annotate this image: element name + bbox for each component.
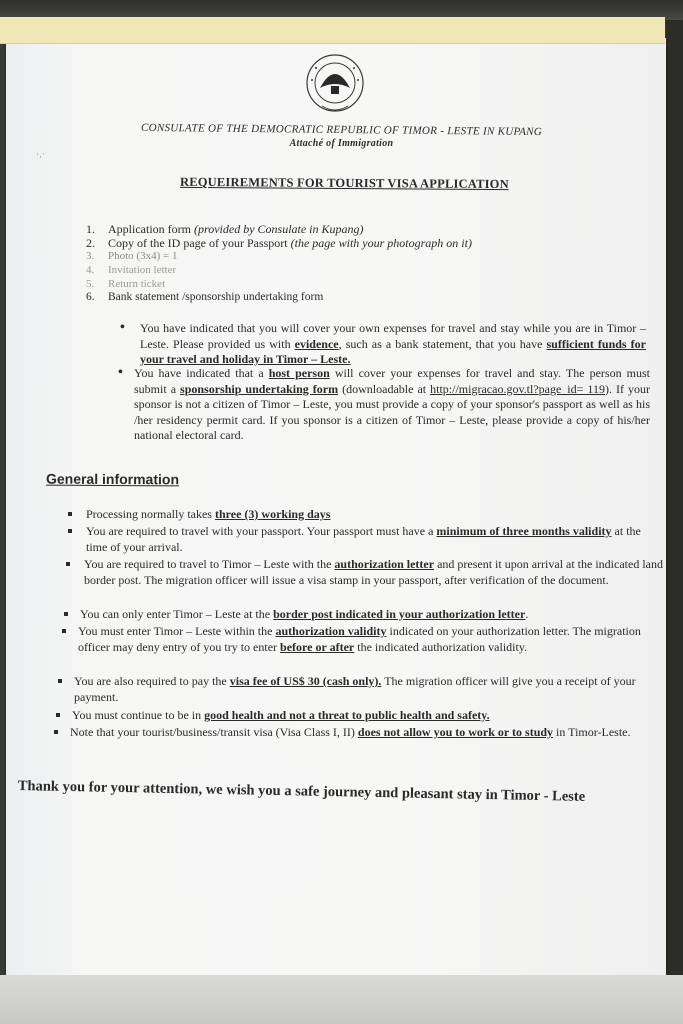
bullet-icon: •	[120, 320, 125, 335]
bullet-icon	[54, 730, 58, 734]
general-item: Processing normally takes three (3) working days	[86, 507, 331, 521]
general-item: You are required to travel to Timor – Leste with the authorization letter and present it upon arrival at the indicated land border post. The migration officer will issue a visa stamp in your passport, after verification of the document.	[84, 557, 663, 587]
host-expense-note: You have indicated that a host person will cover your expenses for travel and stay. The person must submit a sponsorship undertaking form (downloadable at http://migracao.gov.tl?page_id= 119). If your sponsor is not a citizen of Timor – Leste, you must provide a copy of your sponsor's passport as well as his /her residency permit card. If you sponsor is a citizen of Timor – Leste, please provide a copy of his/her national electoral card.	[134, 366, 650, 442]
general-item: You must continue to be in good health and not a threat to public health and safety.	[72, 708, 490, 722]
requirement-item: 6. Bank statement /sponsorship undertaking form	[86, 291, 324, 303]
general-item: You are also required to pay the visa fee of US$ 30 (cash only). The migration officer will give you a receipt of your payment.	[74, 674, 636, 704]
general-item: You must enter Timor – Leste within the authorization validity indicated on your authorization letter. The migration officer may deny entry of you try to enter before or after the indicated authorization validity.	[78, 624, 641, 654]
general-item: You are required to travel with your passport. Your passport must have a minimum of three months validity at the time of your arrival.	[86, 524, 641, 554]
tape-strip	[0, 17, 665, 44]
bullet-icon	[56, 713, 60, 717]
consulate-seal-icon	[300, 50, 370, 120]
requirement-item: 1. Application form (provided by Consulate in Kupang)	[86, 222, 364, 236]
bullet-icon	[62, 629, 66, 633]
bottom-board	[0, 975, 683, 1024]
frame-right	[666, 20, 683, 980]
bullet-icon	[68, 512, 72, 516]
own-expense-note: You have indicated that you will cover your own expenses for travel and stay while you are in Timor – Leste. Please provided us with evidence, such as a bank statement, that you have sufficient funds for your travel and holiday in Timor – Leste.	[140, 321, 646, 366]
bullet-icon	[64, 612, 68, 616]
general-item: Note that your tourist/business/transit visa (Visa Class I, II) does not allow you to work or to study in Timor-Leste.	[70, 725, 631, 739]
document-title: REQUEIREMENTS FOR TOURIST VISA APPLICATION	[179, 174, 509, 192]
bullet-icon	[58, 679, 62, 683]
consulate-header: CONSULATE OF THE DEMOCRATIC REPUBLIC OF TIMOR - LESTE IN KUPANG	[140, 121, 543, 139]
general-information-heading: General information	[45, 470, 180, 488]
requirement-item: 4. Invitation letter	[86, 264, 177, 276]
sponsorship-form-link[interactable]: http://migracao.gov.tl?page_id= 119	[430, 381, 605, 396]
paper-smudge: ˙·˙	[36, 152, 45, 162]
requirement-item: 5. Return ticket	[86, 278, 166, 290]
attache-header: Attaché of Immigration	[289, 138, 394, 149]
requirement-item: 2. Copy of the ID page of your Passport (the page with your photograph on it)	[86, 236, 472, 250]
bullet-icon	[66, 562, 70, 566]
requirement-item: 3. Photo (3x4) = 1	[86, 250, 178, 262]
bullet-icon: •	[118, 365, 123, 380]
general-item: You can only enter Timor – Leste at the border post indicated in your authorization letter.	[80, 607, 529, 621]
bullet-icon	[68, 529, 72, 533]
closing-message: Thank you for your attention, we wish you a safe journey and pleasant stay in Timor - Leste	[17, 777, 586, 805]
